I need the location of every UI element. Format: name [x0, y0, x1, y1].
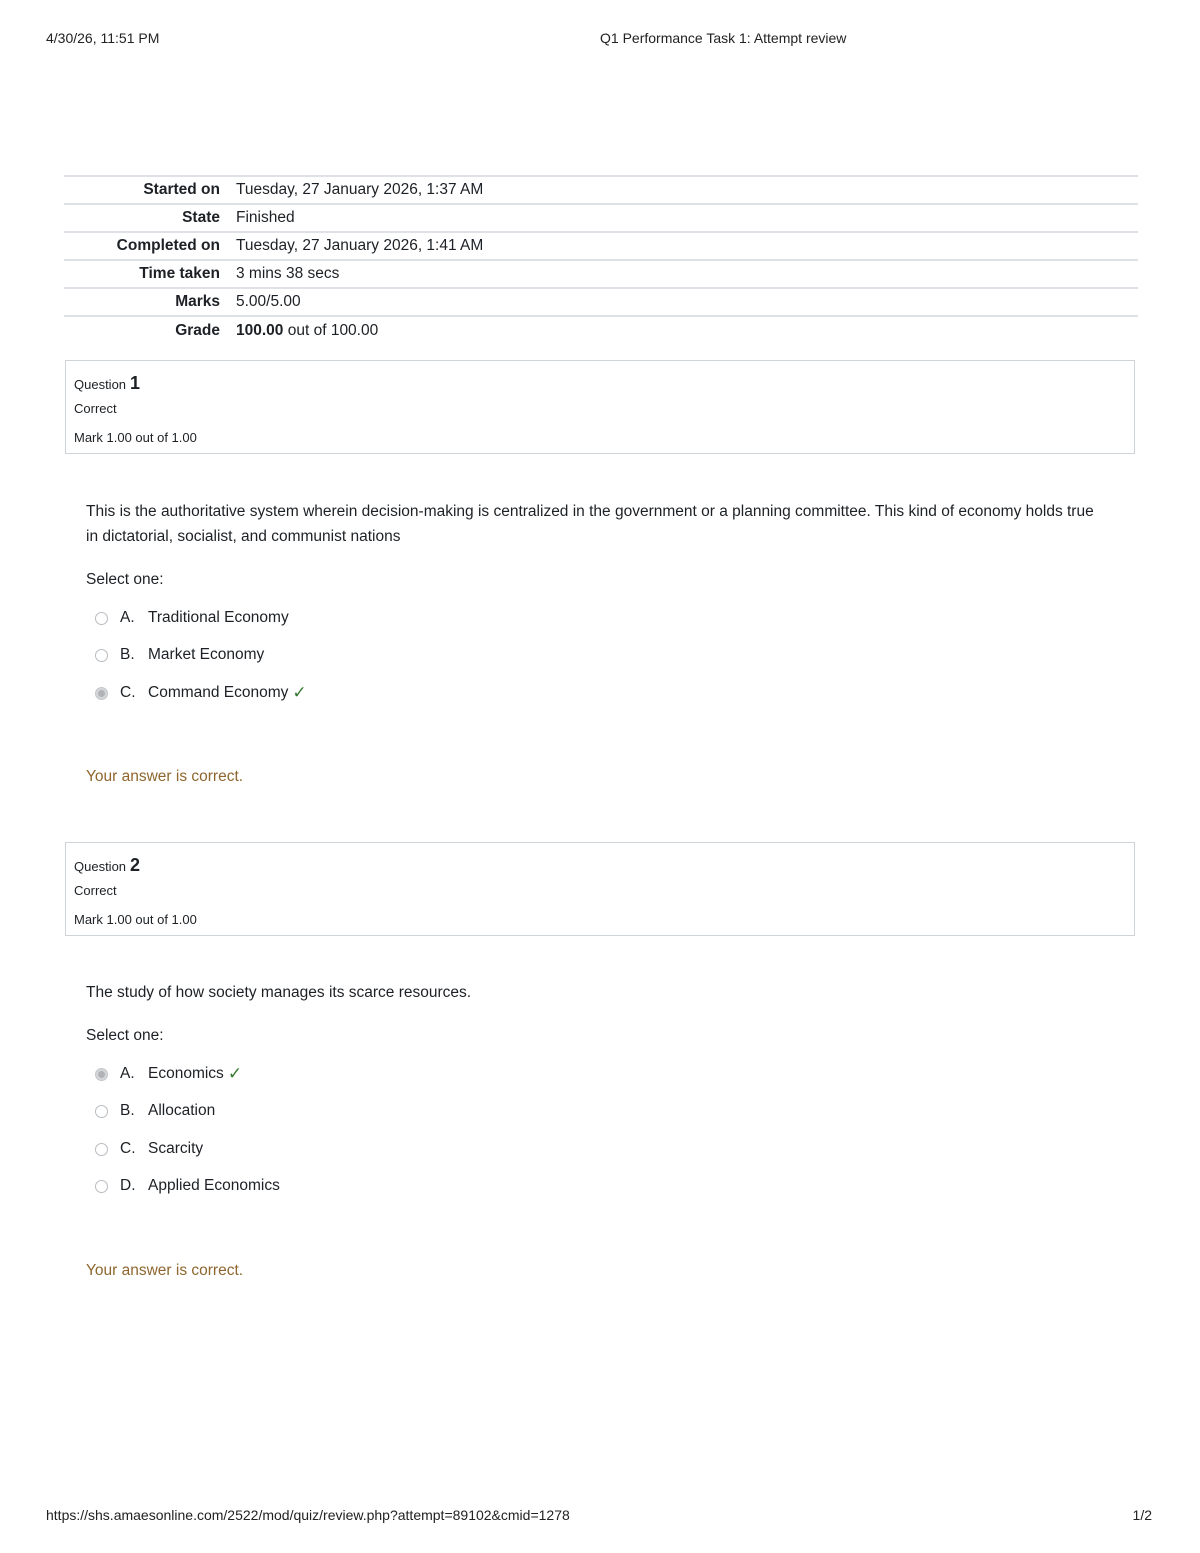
radio-button-selected[interactable]	[95, 1068, 108, 1081]
option-label: Applied Economics	[148, 1177, 280, 1194]
question-1-feedback: Your answer is correct.	[86, 768, 244, 785]
summary-row	[64, 204, 1138, 232]
summary-value: Tuesday, 27 January 2026, 1:41 AM	[236, 232, 1138, 260]
print-url: https://shs.amaesonline.com/2522/mod/quiz/review.php?attempt=89102&cmid=1278	[46, 1507, 570, 1523]
question-mark: Mark 1.00 out of 1.00	[74, 430, 197, 445]
option-label: Allocation	[148, 1102, 216, 1119]
question-number	[74, 373, 140, 394]
summary-label: Completed on	[64, 232, 236, 260]
answer-option[interactable]	[95, 607, 289, 629]
summary-value: 3 mins 38 secs	[236, 260, 1138, 288]
summary-row	[64, 288, 1138, 316]
radio-button-selected[interactable]	[95, 687, 108, 700]
answer-option-selected[interactable]	[95, 682, 307, 704]
question-1-text: This is the authoritative system wherein decision-making is centralized in the government or a planning committee. This kind of economy holds true in dictatorial, socialist, and communist nations	[86, 503, 1094, 545]
print-page-title: Q1 Performance Task 1: Attempt review	[600, 30, 847, 46]
option-letter: B.	[120, 1102, 135, 1119]
grade-suffix: out of 100.00	[287, 321, 379, 339]
grade-value: 100.00	[236, 321, 284, 339]
question-state: Correct	[74, 883, 117, 898]
print-footer	[46, 1507, 1152, 1527]
correct-check-icon: ✓	[227, 1064, 243, 1083]
option-letter: C.	[120, 1140, 136, 1157]
option-label: Market Economy	[148, 646, 265, 663]
summary-label: State	[64, 204, 236, 232]
answer-option[interactable]	[95, 644, 264, 666]
option-label: Scarcity	[148, 1140, 204, 1157]
summary-value: 5.00/5.00	[236, 288, 1138, 316]
summary-value: Finished	[236, 204, 1138, 232]
summary-row	[64, 260, 1138, 288]
summary-value: Tuesday, 27 January 2026, 1:37 AM	[236, 181, 484, 198]
question-number-value: 2	[130, 855, 141, 875]
radio-button[interactable]	[95, 1105, 108, 1118]
summary-row	[64, 176, 1138, 204]
question-2-info	[65, 842, 1135, 936]
option-label: Traditional Economy	[148, 609, 289, 626]
summary-label: Marks	[64, 288, 236, 316]
print-date: 4/30/26, 11:51 PM	[46, 30, 160, 46]
option-letter: A.	[120, 1065, 135, 1082]
question-mark: Mark 1.00 out of 1.00	[74, 912, 197, 927]
question-number-value: 1	[130, 373, 141, 393]
question-1-info	[65, 360, 1135, 454]
question-2-prompt: Select one:	[86, 1027, 164, 1044]
grade-value-cell	[236, 316, 1138, 344]
radio-button[interactable]	[95, 1143, 108, 1156]
answer-option[interactable]	[95, 1100, 215, 1122]
answer-option-selected[interactable]	[95, 1063, 242, 1085]
question-prefix: Question	[74, 377, 127, 392]
option-letter: C.	[120, 684, 136, 701]
question-prefix: Question	[74, 859, 127, 874]
question-2-text: The study of how society manages its scarce resources.	[86, 984, 472, 1001]
print-header	[46, 30, 1154, 50]
option-label: Economics	[148, 1065, 224, 1082]
summary-row-grade	[64, 316, 1138, 344]
summary-label: Time taken	[64, 260, 236, 288]
option-letter: B.	[120, 646, 135, 663]
question-2-feedback: Your answer is correct.	[86, 1262, 244, 1279]
radio-button[interactable]	[95, 1180, 108, 1193]
answer-option[interactable]	[95, 1138, 203, 1160]
summary-label: Started on	[143, 181, 220, 198]
question-state: Correct	[74, 401, 117, 416]
option-label: Command Economy	[148, 684, 289, 701]
option-letter: A.	[120, 609, 135, 626]
summary-row	[64, 232, 1138, 260]
option-letter: D.	[120, 1177, 136, 1194]
radio-button[interactable]	[95, 612, 108, 625]
print-page-number: 1/2	[1132, 1507, 1152, 1523]
correct-check-icon: ✓	[292, 683, 307, 702]
radio-button[interactable]	[95, 649, 108, 662]
attempt-summary-table	[64, 175, 1138, 344]
answer-option[interactable]	[95, 1175, 280, 1197]
question-1-prompt: Select one:	[86, 571, 164, 588]
question-number	[74, 855, 140, 876]
grade-label: Grade	[64, 316, 236, 344]
